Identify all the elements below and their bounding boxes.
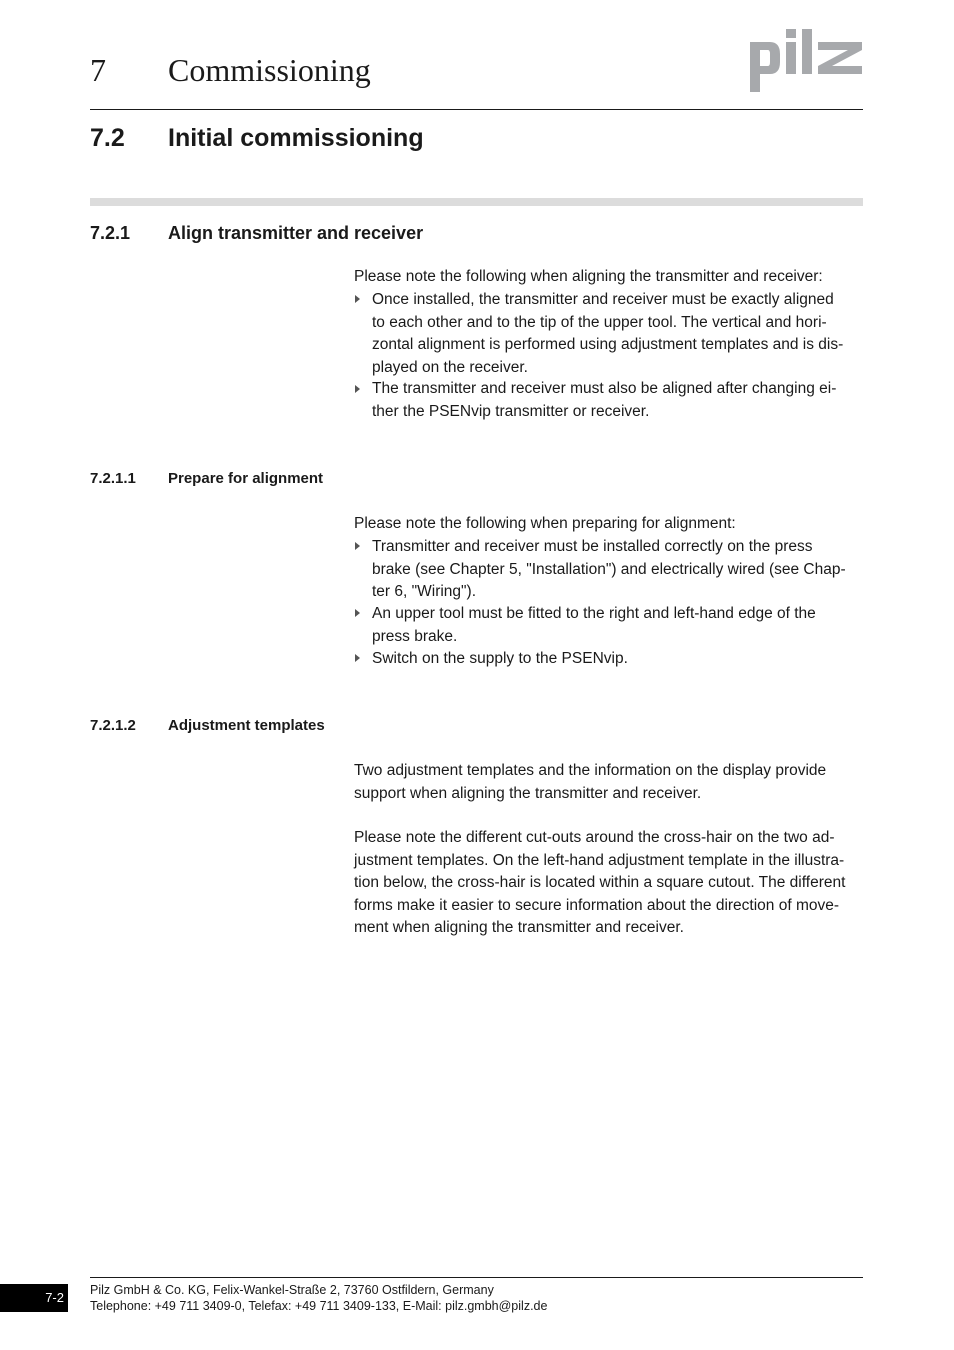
bullet-arrow-icon bbox=[355, 295, 360, 303]
subsection-number: 7.2.1 bbox=[90, 223, 131, 243]
bullet-arrow-icon bbox=[355, 609, 360, 617]
bullet-item: Once installed, the transmitter and receiver must be exactly aligned to each other and to the tip of the upper tool. The vertical and hori- zontal alignment is performed using adjustment templates and is dis- played on the receiver. bbox=[372, 291, 844, 376]
bullet-item: Transmitter and receiver must be installed correctly on the press brake (see Chapter 5, "Installation") and electrically wired (see Chap- ter 6, "Wiring"). bbox=[372, 538, 846, 600]
chapter-number: 7 bbox=[90, 52, 106, 88]
section-number: 7.2 bbox=[90, 124, 125, 152]
bullet-item: Switch on the supply to the PSENvip. bbox=[372, 650, 628, 667]
section-title: Initial commissioning bbox=[168, 124, 424, 152]
bullet-item: An upper tool must be fitted to the right and left-hand edge of the press brake. bbox=[372, 605, 816, 645]
paragraph: Please note the different cut-outs around the cross-hair on the two ad- justment templates. On the left-hand adjustment template in the illustra- tion below, the cross-hair is located within a square cutout. The different forms make it easier to secure information about the direction of move- ment when aligning the transmitter and receiver. bbox=[354, 829, 846, 936]
paragraph: Please note the following when aligning the transmitter and receiver: bbox=[354, 268, 823, 285]
subsubsection-number: 7.2.1.2 bbox=[90, 717, 136, 734]
subsubsection-title: Adjustment templates bbox=[168, 717, 325, 734]
subsubsection-title: Prepare for alignment bbox=[168, 470, 324, 487]
header-rule bbox=[90, 109, 863, 110]
footer-address: Pilz GmbH & Co. KG, Felix-Wankel-Straße 2, 73760 Ostfildern, Germany bbox=[90, 1283, 494, 1297]
subsubsection-number: 7.2.1.1 bbox=[90, 470, 136, 487]
page-number: 7-2 bbox=[45, 1290, 64, 1305]
bullet-arrow-icon bbox=[355, 542, 360, 550]
subsection-title: Align transmitter and receiver bbox=[168, 223, 424, 243]
paragraph: Please note the following when preparing for alignment: bbox=[354, 515, 736, 532]
pilz-logo bbox=[748, 28, 864, 94]
bullet-arrow-icon bbox=[355, 654, 360, 662]
footer-contact: Telephone: +49 711 3409-0, Telefax: +49 711 3409-133, E-Mail: pilz.gmbh@pilz.de bbox=[90, 1299, 548, 1313]
bullet-arrow-icon bbox=[355, 385, 360, 393]
section-divider-bar bbox=[90, 198, 863, 206]
paragraph: Two adjustment templates and the information on the display provide support when aligning the transmitter and receiver. bbox=[354, 762, 827, 802]
chapter-title: Commissioning bbox=[168, 52, 371, 88]
bullet-item: The transmitter and receiver must also be aligned after changing ei- ther the PSENvip transmitter or receiver. bbox=[372, 380, 837, 420]
footer-rule bbox=[90, 1277, 863, 1278]
